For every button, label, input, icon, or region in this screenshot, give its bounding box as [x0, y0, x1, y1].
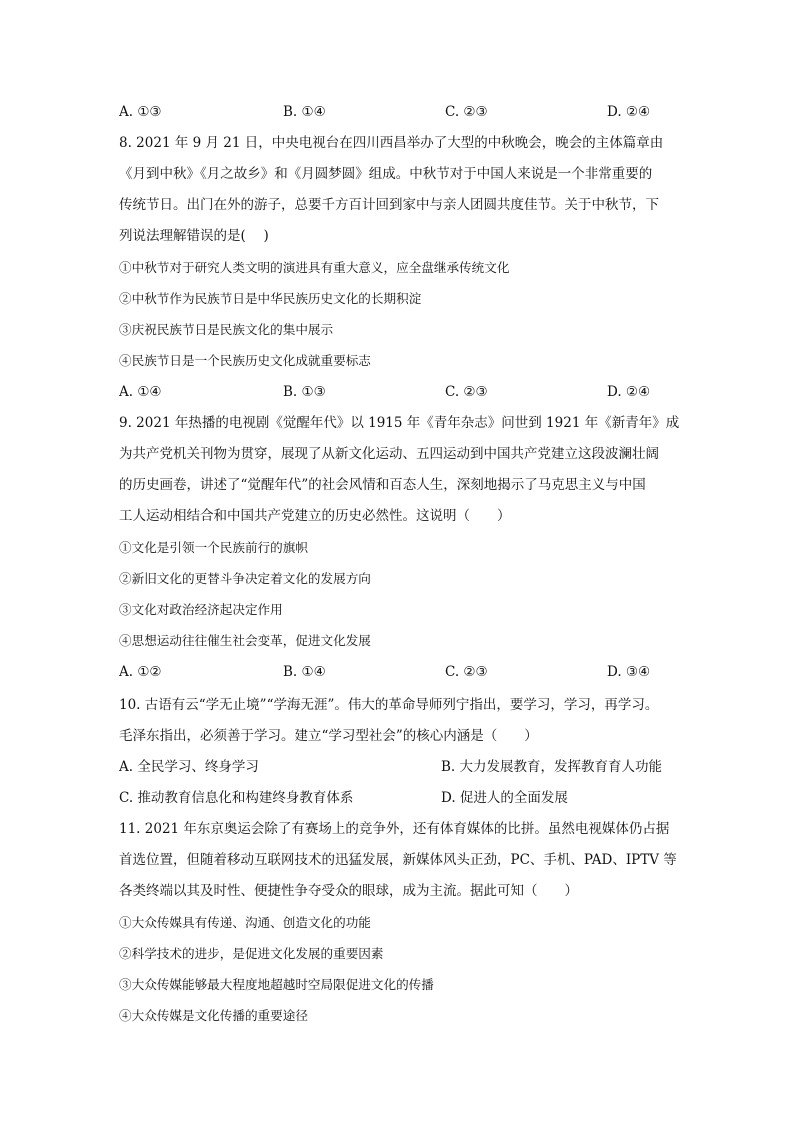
- q8-stem-line: 《月到中秋》《月之故乡》和《月圆梦圆》组成。中秋节对于中国人来说是一个非常重要的: [119, 166, 653, 182]
- q8-statement: ①中秋节对于研究人类文明的演进具有重大意义，应全盘继承传统文化: [119, 260, 510, 275]
- q9-options: [119, 662, 679, 682]
- q11-stem-line: 首选位置，但随着移动互联网技术的迅猛发展，新媒体风头正劲，PC、手机、PAD、IPTV 等: [119, 852, 677, 868]
- q7-option-a[interactable]: A. ①③: [119, 104, 162, 120]
- q11-statement: ④大众传媒是文化传播的重要途径: [119, 1008, 308, 1023]
- q10-options-row: [119, 788, 679, 808]
- q11-statement: ③大众传媒能够最大程度地超越时空局限促进文化的传播: [119, 977, 434, 992]
- q11-stem-line: 各类终端以其及时性、便捷性争夺受众的眼球，成为主流。据此可知（ ）: [119, 883, 578, 899]
- q8-option-d[interactable]: D. ②④: [607, 384, 651, 400]
- q7-option-c[interactable]: C. ②③: [445, 104, 488, 120]
- q7-options: [119, 102, 679, 122]
- q9-option-a[interactable]: A. ①②: [119, 664, 162, 680]
- q11-stem-line: 11. 2021 年东京奥运会除了有赛场上的竞争外，还有体育媒体的比拼。虽然电视媒体仍占据: [119, 821, 670, 837]
- q9-stem-line: 9. 2021 年热播的电视剧《觉醒年代》以 1915 年《青年杂志》问世到 1921 年《新青年》成: [119, 415, 679, 431]
- q8-stem-line: 8. 2021 年 9 月 21 日，中央电视台在四川西昌举办了大型的中秋晚会，晚会的主体篇章由: [119, 135, 664, 151]
- q8-stem-line: 传统节日。出门在外的游子，总要千方百计回到家中与亲人团圆共度佳节。关于中秋节，下: [119, 197, 659, 213]
- q9-statement: ③文化对政治经济起决定作用: [119, 602, 283, 617]
- q9-stem-line: 工人运动相结合和中国共产党建立的历史必然性。这说明（ ）: [119, 508, 511, 524]
- q7-option-d[interactable]: D. ②④: [607, 104, 651, 120]
- q11-statement: ②科学技术的进步，是促进文化发展的重要因素: [119, 946, 384, 961]
- q9-statement: ④思想运动往往催生社会变革，促进文化发展: [119, 633, 371, 648]
- q10-option-b[interactable]: B. 大力发展教育，发挥教育育人功能: [441, 759, 663, 775]
- q9-stem-line: 的历史画卷，讲述了“觉醒年代”的社会风情和百态人生，深刻地揭示了马克思主义与中国: [119, 477, 646, 493]
- q9-stem-line: 为共产党机关刊物为贯穿，展现了从新文化运动、五四运动到中国共产党建立这段波澜壮阔: [119, 446, 659, 462]
- q10-option-c[interactable]: C. 推动教育信息化和构建终身教育体系: [119, 790, 354, 806]
- q7-option-b[interactable]: B. ①④: [283, 104, 326, 120]
- q10-stem-line: 10. 古语有云“学无止境”“学海无涯”。伟大的革命导师列宁指出，要学习，学习，再学习。: [119, 697, 659, 713]
- q11-statement: ①大众传媒具有传递、沟通、创造文化的功能: [119, 915, 371, 930]
- q10-options-row: [119, 757, 679, 777]
- q9-statement: ②新旧文化的更替斗争决定着文化的发展方向: [119, 571, 371, 586]
- q9-option-d[interactable]: D. ③④: [607, 664, 651, 680]
- q8-statement: ③庆祝民族节日是民族文化的集中展示: [119, 322, 334, 337]
- q10-option-d[interactable]: D. 促进人的全面发展: [441, 790, 568, 806]
- q8-option-b[interactable]: B. ①③: [283, 384, 326, 400]
- q8-option-a[interactable]: A. ①④: [119, 384, 162, 400]
- q8-options: [119, 382, 679, 402]
- q9-option-c[interactable]: C. ②③: [445, 664, 488, 680]
- q8-statement: ②中秋节作为民族节日是中华民族历史文化的长期积淀: [119, 291, 422, 306]
- q9-option-b[interactable]: B. ①④: [283, 664, 326, 680]
- q8-stem-line: 列说法理解错误的是( ): [119, 228, 269, 244]
- q8-statement: ④民族节日是一个民族历史文化成就重要标志: [119, 353, 371, 368]
- q8-option-c[interactable]: C. ②③: [445, 384, 488, 400]
- q9-statement: ①文化是引领一个民族前行的旗帜: [119, 540, 308, 555]
- q10-option-a[interactable]: A. 全民学习、终身学习: [119, 759, 259, 775]
- q10-stem-line: 毛泽东指出，必须善于学习。建立“学习型社会”的核心内涵是（ ）: [119, 728, 538, 744]
